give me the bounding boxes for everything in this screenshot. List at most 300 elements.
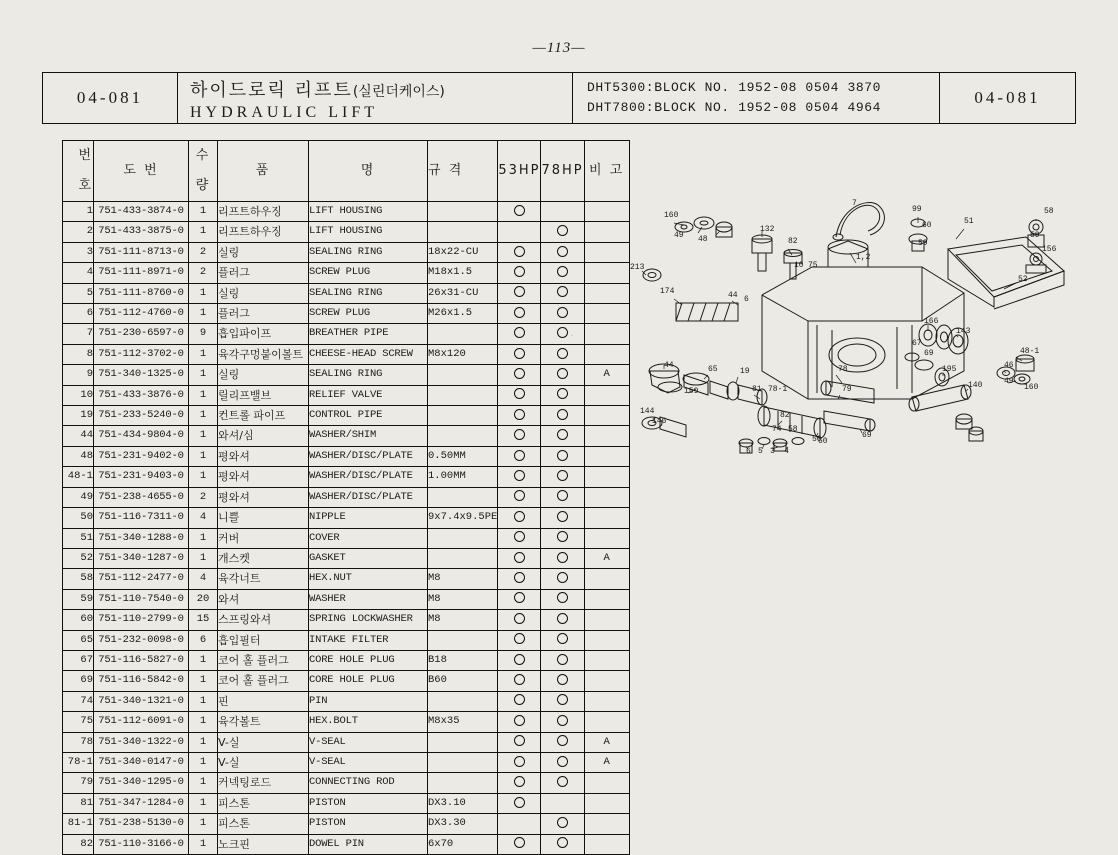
row-part-number: 751-340-0147-0 bbox=[94, 752, 189, 772]
row-no: 82 bbox=[63, 834, 94, 854]
table-row bbox=[63, 671, 630, 691]
row-spec bbox=[428, 202, 498, 222]
row-remark bbox=[584, 814, 629, 834]
row-part-number: 751-116-7311-0 bbox=[94, 508, 189, 528]
row-quantity: 1 bbox=[189, 671, 218, 691]
row-hp78-mark bbox=[541, 589, 584, 609]
row-quantity: 1 bbox=[189, 406, 218, 426]
row-name-korean: 실링 bbox=[218, 365, 309, 385]
row-part-number: 751-340-1322-0 bbox=[94, 732, 189, 752]
row-hp53-mark bbox=[498, 365, 541, 385]
row-name-korean: 피스톤 bbox=[218, 814, 309, 834]
row-hp78-mark bbox=[541, 202, 584, 222]
row-quantity: 1 bbox=[189, 202, 218, 222]
callout-number: 143 bbox=[956, 327, 971, 336]
table-row bbox=[63, 406, 630, 426]
row-name-english: SEALING RING bbox=[309, 365, 428, 385]
callout-number: 50 bbox=[812, 435, 822, 444]
table-row bbox=[63, 222, 630, 242]
row-no: 65 bbox=[63, 630, 94, 650]
header-title-english: HYDRAULIC LIFT bbox=[190, 104, 378, 121]
callout-number: 195 bbox=[942, 365, 957, 374]
row-part-number: 751-110-3166-0 bbox=[94, 834, 189, 854]
row-no: 3 bbox=[63, 242, 94, 262]
table-row bbox=[63, 589, 630, 609]
callout-number: 140 bbox=[968, 381, 983, 390]
row-name-english: COVER bbox=[309, 528, 428, 548]
row-no: 49 bbox=[63, 487, 94, 507]
row-hp53-mark bbox=[498, 814, 541, 834]
row-part-number: 751-110-7540-0 bbox=[94, 589, 189, 609]
row-quantity: 2 bbox=[189, 263, 218, 283]
row-part-number: 751-340-1321-0 bbox=[94, 691, 189, 711]
row-spec bbox=[428, 487, 498, 507]
row-quantity: 1 bbox=[189, 814, 218, 834]
row-name-korean: 플러그 bbox=[218, 304, 309, 324]
callout-number: 213 bbox=[630, 263, 645, 272]
row-hp53-mark bbox=[498, 752, 541, 772]
row-part-number: 751-111-8713-0 bbox=[94, 242, 189, 262]
row-remark bbox=[584, 630, 629, 650]
row-remark bbox=[584, 650, 629, 670]
row-name-korean: 컨트롤 파이프 bbox=[218, 406, 309, 426]
row-spec: M26x1.5 bbox=[428, 304, 498, 324]
row-spec: 0.50MM bbox=[428, 446, 498, 466]
row-spec: M8x120 bbox=[428, 344, 498, 364]
row-part-number: 751-238-4655-0 bbox=[94, 487, 189, 507]
row-hp78-mark bbox=[541, 671, 584, 691]
row-remark: A bbox=[584, 548, 629, 568]
row-hp53-mark bbox=[498, 589, 541, 609]
row-spec: 9x7.4x9.5PE bbox=[428, 508, 498, 528]
row-remark: A bbox=[584, 365, 629, 385]
row-no: 8 bbox=[63, 344, 94, 364]
row-quantity: 4 bbox=[189, 508, 218, 528]
row-no: 58 bbox=[63, 569, 94, 589]
header-code-right: 04-081 bbox=[974, 88, 1041, 107]
row-hp78-mark bbox=[541, 610, 584, 630]
row-hp78-mark bbox=[541, 242, 584, 262]
row-name-korean: 노크핀 bbox=[218, 834, 309, 854]
row-spec: M8 bbox=[428, 610, 498, 630]
row-part-number: 751-340-1295-0 bbox=[94, 773, 189, 793]
row-quantity: 1 bbox=[189, 344, 218, 364]
row-name-english: WASHER/SHIM bbox=[309, 426, 428, 446]
row-name-korean: 핀 bbox=[218, 691, 309, 711]
callout-number: 69 bbox=[862, 431, 872, 440]
row-spec: M8 bbox=[428, 569, 498, 589]
row-hp53-mark bbox=[498, 671, 541, 691]
row-part-number: 751-232-0098-0 bbox=[94, 630, 189, 650]
row-remark bbox=[584, 569, 629, 589]
row-no: 7 bbox=[63, 324, 94, 344]
row-name-english: SEALING RING bbox=[309, 283, 428, 303]
row-name-korean: 평와셔 bbox=[218, 446, 309, 466]
row-name-english: PISTON bbox=[309, 814, 428, 834]
row-no: 1 bbox=[63, 202, 94, 222]
row-name-english: HEX.BOLT bbox=[309, 712, 428, 732]
row-spec: 26x31-CU bbox=[428, 283, 498, 303]
table-row bbox=[63, 752, 630, 772]
row-name-english: SCREW PLUG bbox=[309, 304, 428, 324]
row-no: 4 bbox=[63, 263, 94, 283]
header-title bbox=[178, 73, 573, 123]
row-remark: A bbox=[584, 752, 629, 772]
row-name-korean: 플러그 bbox=[218, 263, 309, 283]
row-name-english: WASHER/DISC/PLATE bbox=[309, 446, 428, 466]
callout-number: 74 bbox=[772, 425, 782, 434]
row-name-english: SCREW PLUG bbox=[309, 263, 428, 283]
row-name-korean: 피스톤 bbox=[218, 793, 309, 813]
row-no: 81-1 bbox=[63, 814, 94, 834]
row-part-number: 751-347-1284-0 bbox=[94, 793, 189, 813]
row-hp53-mark bbox=[498, 508, 541, 528]
row-hp78-mark bbox=[541, 406, 584, 426]
row-part-number: 751-112-4760-0 bbox=[94, 304, 189, 324]
row-name-korean: 코어 홀 플러그 bbox=[218, 671, 309, 691]
row-name-english: SEALING RING bbox=[309, 242, 428, 262]
row-no: 50 bbox=[63, 508, 94, 528]
row-remark bbox=[584, 508, 629, 528]
callout-number: 60 bbox=[922, 221, 932, 230]
table-body bbox=[63, 202, 630, 855]
callout-number: 58 bbox=[788, 425, 798, 434]
row-spec: M8x35 bbox=[428, 712, 498, 732]
row-hp53-mark bbox=[498, 793, 541, 813]
row-name-korean: 실링 bbox=[218, 242, 309, 262]
header-title-korean-paren: (실린더케이스) bbox=[352, 84, 445, 100]
col-header-name-kr: 품 bbox=[218, 141, 309, 202]
col-header-qty: 수량 bbox=[189, 141, 218, 202]
exploded-view-diagram bbox=[612, 175, 1082, 485]
col-header-hp78: 78HP bbox=[541, 141, 584, 202]
row-hp53-mark bbox=[498, 385, 541, 405]
table-row bbox=[63, 773, 630, 793]
callout-number: 19 bbox=[740, 367, 750, 376]
row-hp53-mark bbox=[498, 283, 541, 303]
table-row bbox=[63, 691, 630, 711]
table-row bbox=[63, 732, 630, 752]
row-spec bbox=[428, 222, 498, 242]
callout-number: 59 bbox=[1030, 231, 1040, 240]
row-name-korean: 커넥팅로드 bbox=[218, 773, 309, 793]
row-part-number: 751-112-3702-0 bbox=[94, 344, 189, 364]
row-name-korean: 평와셔 bbox=[218, 487, 309, 507]
table-row bbox=[63, 365, 630, 385]
row-name-english: INTAKE FILTER bbox=[309, 630, 428, 650]
row-part-number: 751-116-5842-0 bbox=[94, 671, 189, 691]
row-remark bbox=[584, 691, 629, 711]
row-spec bbox=[428, 732, 498, 752]
row-quantity: 1 bbox=[189, 528, 218, 548]
row-spec bbox=[428, 630, 498, 650]
row-hp53-mark bbox=[498, 304, 541, 324]
row-no: 78 bbox=[63, 732, 94, 752]
row-hp78-mark bbox=[541, 365, 584, 385]
row-no: 10 bbox=[63, 385, 94, 405]
row-hp78-mark bbox=[541, 446, 584, 466]
callout-number: 52 bbox=[1018, 275, 1028, 284]
row-hp53-mark bbox=[498, 773, 541, 793]
row-no: 5 bbox=[63, 283, 94, 303]
row-spec: B18 bbox=[428, 650, 498, 670]
row-remark bbox=[584, 712, 629, 732]
callout-number: 160 bbox=[664, 211, 679, 220]
row-no: 19 bbox=[63, 406, 94, 426]
row-no: 78-1 bbox=[63, 752, 94, 772]
row-spec bbox=[428, 385, 498, 405]
row-spec: DX3.10 bbox=[428, 793, 498, 813]
row-part-number: 751-110-2799-0 bbox=[94, 610, 189, 630]
row-hp78-mark bbox=[541, 324, 584, 344]
col-header-remark: 비 고 bbox=[584, 141, 629, 202]
row-hp53-mark bbox=[498, 487, 541, 507]
table-row bbox=[63, 630, 630, 650]
row-remark bbox=[584, 589, 629, 609]
callout-number: 78-1 bbox=[768, 385, 788, 394]
table-row bbox=[63, 712, 630, 732]
row-spec bbox=[428, 365, 498, 385]
row-name-korean: 육각너트 bbox=[218, 569, 309, 589]
row-remark: A bbox=[584, 732, 629, 752]
row-hp78-mark bbox=[541, 304, 584, 324]
table-row bbox=[63, 344, 630, 364]
table-row bbox=[63, 528, 630, 548]
row-name-english: WASHER/DISC/PLATE bbox=[309, 467, 428, 487]
row-spec: 6x70 bbox=[428, 834, 498, 854]
row-hp78-mark bbox=[541, 385, 584, 405]
row-name-english: LIFT HOUSING bbox=[309, 222, 428, 242]
table-row bbox=[63, 814, 630, 834]
row-name-korean: 흡입필터 bbox=[218, 630, 309, 650]
table-row bbox=[63, 834, 630, 854]
row-no: 74 bbox=[63, 691, 94, 711]
parts-table bbox=[62, 140, 630, 855]
table-row bbox=[63, 426, 630, 446]
row-no: 59 bbox=[63, 589, 94, 609]
row-name-korean: 리프트하우징 bbox=[218, 202, 309, 222]
row-part-number: 751-340-1287-0 bbox=[94, 548, 189, 568]
row-name-english: PISTON bbox=[309, 793, 428, 813]
row-name-english: V-SEAL bbox=[309, 752, 428, 772]
diagram-svg bbox=[612, 175, 1082, 485]
callout-number: 44 bbox=[664, 361, 674, 370]
header-title-korean bbox=[190, 76, 562, 102]
row-part-number: 751-116-5827-0 bbox=[94, 650, 189, 670]
callout-number: 4 bbox=[784, 447, 789, 456]
table-row bbox=[63, 650, 630, 670]
callout-number: 82 bbox=[780, 411, 790, 420]
row-hp78-mark bbox=[541, 548, 584, 568]
smudge-mark: · bbox=[570, 330, 574, 342]
row-hp53-mark bbox=[498, 202, 541, 222]
callout-number: 44 bbox=[728, 291, 738, 300]
table-row bbox=[63, 446, 630, 466]
callout-number: 78 bbox=[838, 365, 848, 374]
row-spec: B60 bbox=[428, 671, 498, 691]
row-spec bbox=[428, 426, 498, 446]
row-quantity: 1 bbox=[189, 752, 218, 772]
row-no: 2 bbox=[63, 222, 94, 242]
row-hp53-mark bbox=[498, 406, 541, 426]
callout-number: 156 bbox=[1042, 245, 1057, 254]
row-name-korean: 실링 bbox=[218, 283, 309, 303]
row-hp53-mark bbox=[498, 263, 541, 283]
row-remark bbox=[584, 671, 629, 691]
table-row bbox=[63, 324, 630, 344]
row-no: 60 bbox=[63, 610, 94, 630]
row-hp53-mark bbox=[498, 446, 541, 466]
table-row bbox=[63, 385, 630, 405]
row-spec bbox=[428, 324, 498, 344]
callout-number: 6 bbox=[746, 447, 751, 456]
row-hp53-mark bbox=[498, 222, 541, 242]
col-header-part-no: 도 번 bbox=[94, 141, 189, 202]
row-quantity: 1 bbox=[189, 712, 218, 732]
header-code-left: 04-081 bbox=[43, 73, 178, 123]
row-quantity: 1 bbox=[189, 793, 218, 813]
row-spec bbox=[428, 773, 498, 793]
row-spec: 1.00MM bbox=[428, 467, 498, 487]
row-name-english: HEX.NUT bbox=[309, 569, 428, 589]
row-hp78-mark bbox=[541, 752, 584, 772]
row-quantity: 1 bbox=[189, 834, 218, 854]
row-part-number: 751-238-5130-0 bbox=[94, 814, 189, 834]
callout-number: 67 bbox=[912, 339, 922, 348]
row-remark bbox=[584, 610, 629, 630]
row-quantity: 2 bbox=[189, 487, 218, 507]
table-row bbox=[63, 304, 630, 324]
row-name-english: WASHER bbox=[309, 589, 428, 609]
callout-number: 48-1 bbox=[1020, 347, 1040, 356]
table-row bbox=[63, 569, 630, 589]
table-row bbox=[63, 467, 630, 487]
row-hp78-mark bbox=[541, 814, 584, 834]
table-row bbox=[63, 283, 630, 303]
row-name-english: CONTROL PIPE bbox=[309, 406, 428, 426]
row-name-english: GASKET bbox=[309, 548, 428, 568]
callout-number: 82 bbox=[788, 237, 798, 246]
row-quantity: 2 bbox=[189, 242, 218, 262]
row-quantity: 1 bbox=[189, 773, 218, 793]
row-part-number: 751-434-9804-0 bbox=[94, 426, 189, 446]
row-hp53-mark bbox=[498, 426, 541, 446]
row-quantity: 1 bbox=[189, 467, 218, 487]
row-no: 9 bbox=[63, 365, 94, 385]
row-hp53-mark bbox=[498, 344, 541, 364]
page-number: —113— bbox=[532, 40, 586, 56]
row-name-english: CHEESE-HEAD SCREW bbox=[309, 344, 428, 364]
row-hp53-mark bbox=[498, 691, 541, 711]
row-hp53-mark bbox=[498, 650, 541, 670]
row-name-english: CONNECTING ROD bbox=[309, 773, 428, 793]
row-name-korean: 스프링와셔 bbox=[218, 610, 309, 630]
row-hp53-mark bbox=[498, 834, 541, 854]
row-name-korean: 코어 홀 플러그 bbox=[218, 650, 309, 670]
row-hp78-mark bbox=[541, 773, 584, 793]
row-name-korean: 육각볼트 bbox=[218, 712, 309, 732]
row-part-number: 751-111-8760-0 bbox=[94, 283, 189, 303]
row-quantity: 1 bbox=[189, 446, 218, 466]
table-header-row bbox=[63, 141, 630, 202]
row-quantity: 1 bbox=[189, 385, 218, 405]
callout-number: 3 bbox=[770, 447, 775, 456]
row-name-korean: V-실 bbox=[218, 752, 309, 772]
row-no: 81 bbox=[63, 793, 94, 813]
row-no: 52 bbox=[63, 548, 94, 568]
row-name-korean: 와셔/심 bbox=[218, 426, 309, 446]
callout-number: 69 bbox=[924, 349, 934, 358]
row-name-korean: 리프트하우징 bbox=[218, 222, 309, 242]
row-no: 48 bbox=[63, 446, 94, 466]
row-name-english: WASHER/DISC/PLATE bbox=[309, 487, 428, 507]
row-name-korean: 커버 bbox=[218, 528, 309, 548]
row-part-number: 751-231-9403-0 bbox=[94, 467, 189, 487]
row-hp78-mark bbox=[541, 650, 584, 670]
row-hp53-mark bbox=[498, 732, 541, 752]
row-no: 79 bbox=[63, 773, 94, 793]
row-hp53-mark bbox=[498, 467, 541, 487]
row-no: 75 bbox=[63, 712, 94, 732]
row-quantity: 1 bbox=[189, 732, 218, 752]
callout-number: 58 bbox=[1044, 207, 1054, 216]
row-name-english: CORE HOLE PLUG bbox=[309, 650, 428, 670]
row-hp78-mark bbox=[541, 834, 584, 854]
row-name-english: PIN bbox=[309, 691, 428, 711]
row-quantity: 1 bbox=[189, 222, 218, 242]
callout-number: 5 bbox=[758, 447, 763, 456]
callout-number: 49 bbox=[1004, 377, 1014, 386]
row-hp78-mark bbox=[541, 508, 584, 528]
callout-number: 132 bbox=[760, 225, 775, 234]
row-no: 48-1 bbox=[63, 467, 94, 487]
callout-number: 7 bbox=[852, 199, 857, 208]
row-hp78-mark bbox=[541, 793, 584, 813]
callout-number: 48 bbox=[698, 235, 708, 244]
table-row bbox=[63, 242, 630, 262]
row-quantity: 6 bbox=[189, 630, 218, 650]
row-quantity: 1 bbox=[189, 283, 218, 303]
col-header-name-en: 명 bbox=[309, 141, 428, 202]
table-row bbox=[63, 263, 630, 283]
row-hp53-mark bbox=[498, 242, 541, 262]
row-hp78-mark bbox=[541, 712, 584, 732]
row-spec bbox=[428, 406, 498, 426]
row-hp53-mark bbox=[498, 610, 541, 630]
header-block-line-1: DHT5300:BLOCK NO. 1952-08 0504 3870 bbox=[587, 79, 882, 95]
header-block-line-2: DHT7800:BLOCK NO. 1952-08 0504 4964 bbox=[587, 100, 882, 115]
row-remark bbox=[584, 773, 629, 793]
row-quantity: 20 bbox=[189, 589, 218, 609]
row-part-number: 751-111-8971-0 bbox=[94, 263, 189, 283]
callout-number: 159 bbox=[684, 387, 699, 396]
row-quantity: 1 bbox=[189, 548, 218, 568]
page-header bbox=[42, 72, 1076, 124]
row-spec: DX3.30 bbox=[428, 814, 498, 834]
row-hp78-mark bbox=[541, 630, 584, 650]
row-spec: M8 bbox=[428, 589, 498, 609]
row-hp78-mark bbox=[541, 344, 584, 364]
col-header-no: 번 호 bbox=[63, 141, 94, 202]
row-quantity: 15 bbox=[189, 610, 218, 630]
table-row bbox=[63, 487, 630, 507]
row-name-korean: 와셔 bbox=[218, 589, 309, 609]
row-name-english: RELIEF VALVE bbox=[309, 385, 428, 405]
row-spec bbox=[428, 548, 498, 568]
callout-number: 174 bbox=[660, 287, 675, 296]
row-hp53-mark bbox=[498, 548, 541, 568]
callout-number: 146 bbox=[652, 417, 667, 426]
